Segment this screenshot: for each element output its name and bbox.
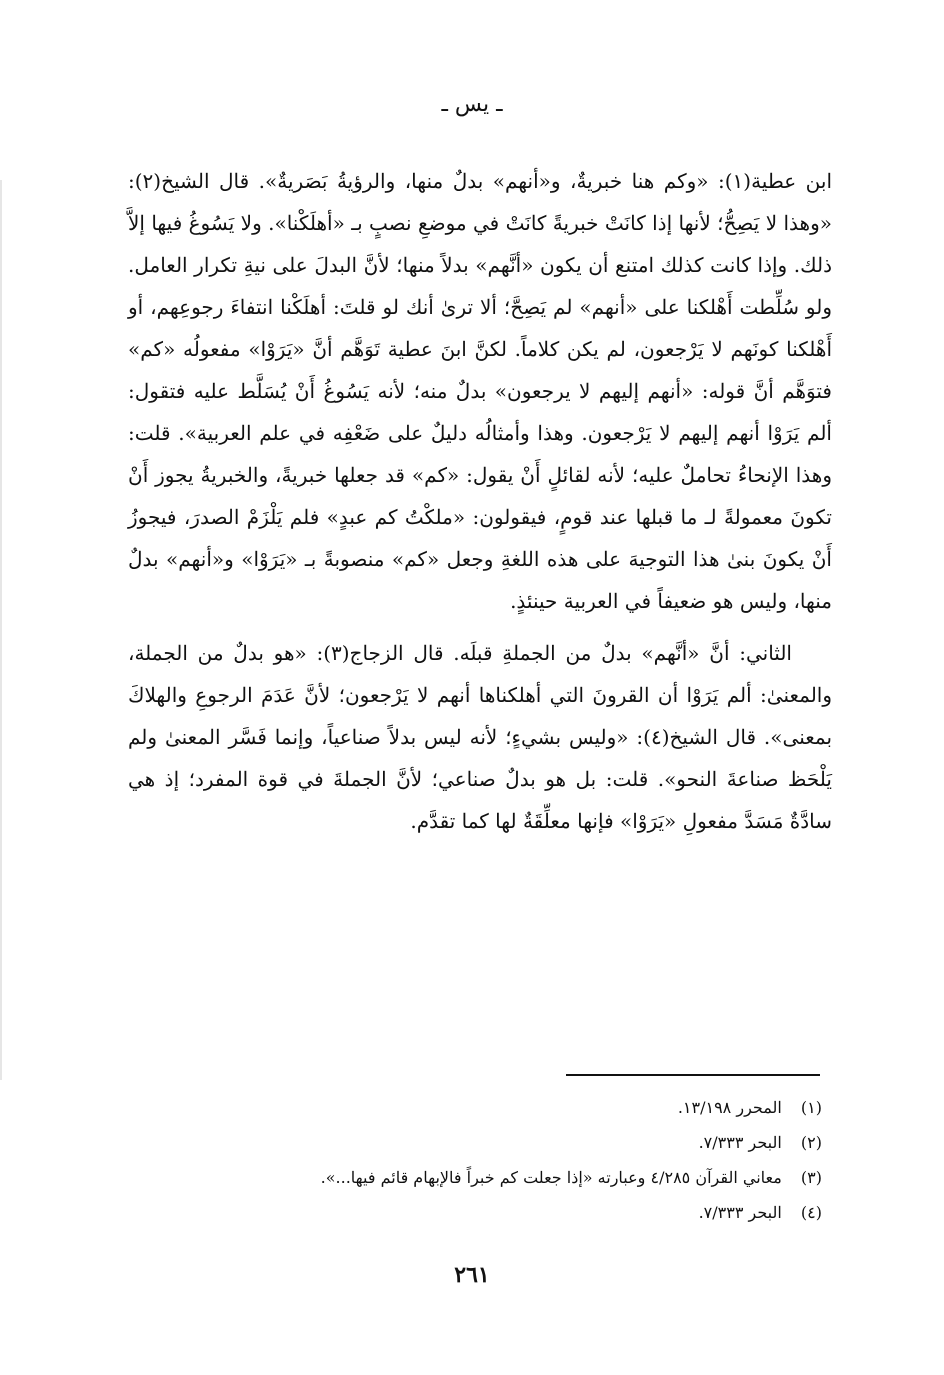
footnote-separator	[566, 1074, 820, 1076]
page-number: ٢٦١	[454, 1262, 490, 1288]
running-header: ـ يس ـ	[441, 92, 503, 117]
footnote-text: معاني القرآن ٤/٢٨٥ وعبارته «إذا جعلت كم خبراً فالإبهام قائم فيها...».	[320, 1168, 782, 1187]
footnote-number: (٢)	[800, 1133, 822, 1152]
footnotes	[128, 1090, 830, 1230]
paragraph-first: ابن عطية(١): «وكم هنا خبريةٌ، و«أنهم» بدلٌ منها، والرؤيةُ بَصَريةٌ». قال الشيخ(٢): «وهذا لا يَصِحُّ؛ لأنها إذا كانَتْ خبريةً كانَتْ في موضعِ نصبٍ بـ «أهلَكْنا». ولا يَسُوغُ فيها إلاَّ ذلك. وإذا كانت كذلك امتنع أن يكون «أنَّهم» بدلاً منها؛ لأنَّ البدلَ على نيةِ تكرار العامل. ولو سُلِّطت أَهْلكنا على «أنهم» لم يَصِحَّ؛ ألا ترىٰ أنك لو قلتَ: أهلَكْنا انتفاءَ رجوعِهم، أو أَهْلكنا كونَهم لا يَرْجعون، لم يكن كلاماً. لكنَّ ابنَ عطية تَوَهَّم أنَّ «يَرَوْا» مفعولُه «كم» فتوَهَّم أنَّ قوله: «أنهم إليهم لا يرجعون» بدلٌ منه؛ لأنه يَسُوغُ أَنْ يُسَلَّط عليه فتقول: ألم يَرَوْا أنهم إليهم لا يَرْجعون. وهذا وأمثالُه دليلٌ على ضَعْفِه في علم العربية». قلت: وهذا الإنحاءُ تحاملٌ عليه؛ لأنه لقائلٍ أَنْ يقول: «كم» قد جعلها خبريةً، والخبريةُ يجوز أَنْ تكونَ معمولةً لـ ما قبلها عند قومٍ، فيقولون: «ملكْتُ كم عبدٍ» فلم يَلْزَمْ الصدرَ، فيجوزُ أَنْ يكونَ بنىٰ هذا التوجيهَ على هذه اللغةِ وجعل «كم» منصوبةً بـ «يَرَوْا» و«أنهم» بدلٌ منها، وليس هو ضعيفاً في العربية حينئذٍ.	[128, 169, 832, 613]
footnote-item	[128, 1090, 830, 1125]
footnote-number: (٤)	[800, 1203, 822, 1222]
scan-margin-line	[0, 180, 2, 1080]
footnote-text: البحر ٧/٣٣٣.	[698, 1203, 782, 1222]
footnote-item	[128, 1195, 830, 1230]
footnote-item	[128, 1160, 830, 1195]
footnote-number: (١)	[800, 1098, 822, 1117]
main-text	[128, 160, 832, 842]
footnote-text: البحر ٧/٣٣٣.	[698, 1133, 782, 1152]
footnote-item	[128, 1125, 830, 1160]
paragraph-second: الثاني: أنَّ «أنَّهم» بدلٌ من الجملةِ قبلَه. قال الزجاج(٣): «هو بدلٌ من الجملة، والمعنىٰ: ألم يَرَوْا أن القرونَ التي أهلكناها أنهم لا يَرْجعون؛ لأنَّ عَدَمَ الرجوعِ والهلاكَ بمعنى». قال الشيخ(٤): «وليس بشيءٍ؛ لأنه ليس بدلاً صناعياً، وإنما فَسَّر المعنىٰ ولم يَلْحَظ صناعةَ النحو». قلت: بل هو بدلٌ صناعي؛ لأنَّ الجملةَ في قوة المفرد؛ إذ هي سادَّةٌ مَسَدَّ مفعولِ «يَرَوْا» فإنها معلِّقَةٌ لها كما تقدَّم.	[128, 641, 833, 833]
footnote-text: المحرر ١٣/١٩٨.	[677, 1098, 782, 1117]
footnote-number: (٣)	[800, 1168, 822, 1187]
